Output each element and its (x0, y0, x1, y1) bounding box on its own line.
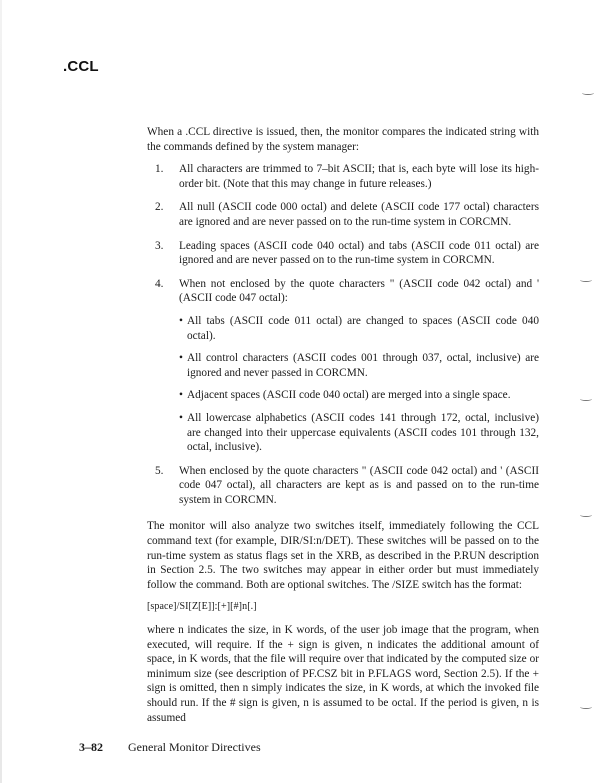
rule-text: When not enclosed by the quote characters " (ASCII code 042 octal) and ' (ASCII code 047 octal): (179, 277, 539, 305)
bullet-list (179, 314, 539, 455)
rule-text: Leading spaces (ASCII code 040 octal) and tabs (ASCII code 011 octal) are ignored and are never passed on to the run-time system in CORCMN. (179, 239, 539, 267)
rule-text: All null (ASCII code 000 octal) and delete (ASCII code 177 octal) characters are ignored and are never passed on to the run-time system in CORCMN. (179, 201, 539, 228)
margin-mark (580, 397, 592, 401)
intro-paragraph: When a .CCL directive is issued, then, the monitor compares the indicated string with the commands defined by the system manager: (147, 126, 539, 153)
rule-item (147, 162, 539, 191)
bullet-item (179, 411, 539, 455)
rule-item (147, 200, 539, 229)
rule-number: 1. (155, 163, 164, 176)
bullet-item (179, 388, 539, 403)
bullet-icon: • (179, 314, 183, 327)
bullet-text: All tabs (ASCII code 011 octal) are changed to spaces (ASCII code 040 octal). (187, 314, 539, 342)
rule-item (147, 239, 539, 268)
rule-item (147, 277, 539, 455)
bullet-item (179, 314, 539, 343)
section-heading: .CCL (63, 58, 99, 75)
margin-mark (582, 91, 594, 95)
bullet-icon: • (179, 411, 183, 424)
page-footer (79, 740, 261, 755)
size-paragraph: where n indicates the size, in K words, of the user job image that the program, when executed, will require. If the + sign is given, n indicates the additional amount of space, in K words, that the file will require over that indicated by the computed size or minimum size (see description of PF.CSZ bit in P.FLAGS word, Section 2.5). If the + sign is omitted, then n simply indicates the size, in K words, at which the invoked file should run. If the # sign is given, n is assumed to be octal. If the period is given, n is assumed (147, 624, 539, 724)
bullet-item (179, 351, 539, 380)
footer-section-title: General Monitor Directives (128, 740, 261, 754)
body-text (147, 125, 539, 725)
rule-number: 2. (155, 201, 164, 214)
margin-mark (580, 278, 592, 282)
size-switch-format: [space]/SI[Z[E]]:[+][#]n[.] (147, 601, 257, 613)
page-number: 3–82 (79, 740, 103, 754)
rule-number: 4. (155, 277, 164, 290)
margin-mark (580, 705, 592, 709)
switches-paragraph: The monitor will also analyze two switches itself, immediately following the CCL command text (for example, DIR/SI:n/DET). These switches will be passed on to the run-time system as status flags set in the XRB, as described in the P.RUN description in Section 2.5. The two switches may appear in either order but must immediately follow the command. Both are optional switches. The /SIZE switch has the format: (147, 520, 539, 591)
rule-number: 3. (155, 239, 164, 252)
rule-text: All characters are trimmed to 7–bit ASCII; that is, each byte will lose its high-order bit. (Note that this may change in future releases.) (179, 163, 539, 190)
rules-list (147, 162, 539, 507)
bullet-text: Adjacent spaces (ASCII code 040 octal) are merged into a single space. (187, 389, 511, 402)
bullet-icon: • (179, 352, 183, 365)
bullet-text: All lowercase alphabetics (ASCII codes 141 through 172, octal, inclusive) are changed into their uppercase equivalents (ASCII codes 101 through 132, octal, inclusive). (187, 411, 539, 454)
page-edge (0, 0, 2, 783)
bullet-icon: • (179, 389, 183, 402)
margin-mark (580, 513, 592, 517)
bullet-text: All control characters (ASCII codes 001 through 037, octal, inclusive) are ignored and never passed in CORCMN. (187, 352, 539, 379)
rule-item (147, 464, 539, 508)
rule-number: 5. (155, 464, 164, 477)
rule-text: When enclosed by the quote characters " (ASCII code 042 octal) and ' (ASCII code 047 octal), all characters are kept as is and passed on to the run-time system in CORCMN. (179, 464, 539, 506)
